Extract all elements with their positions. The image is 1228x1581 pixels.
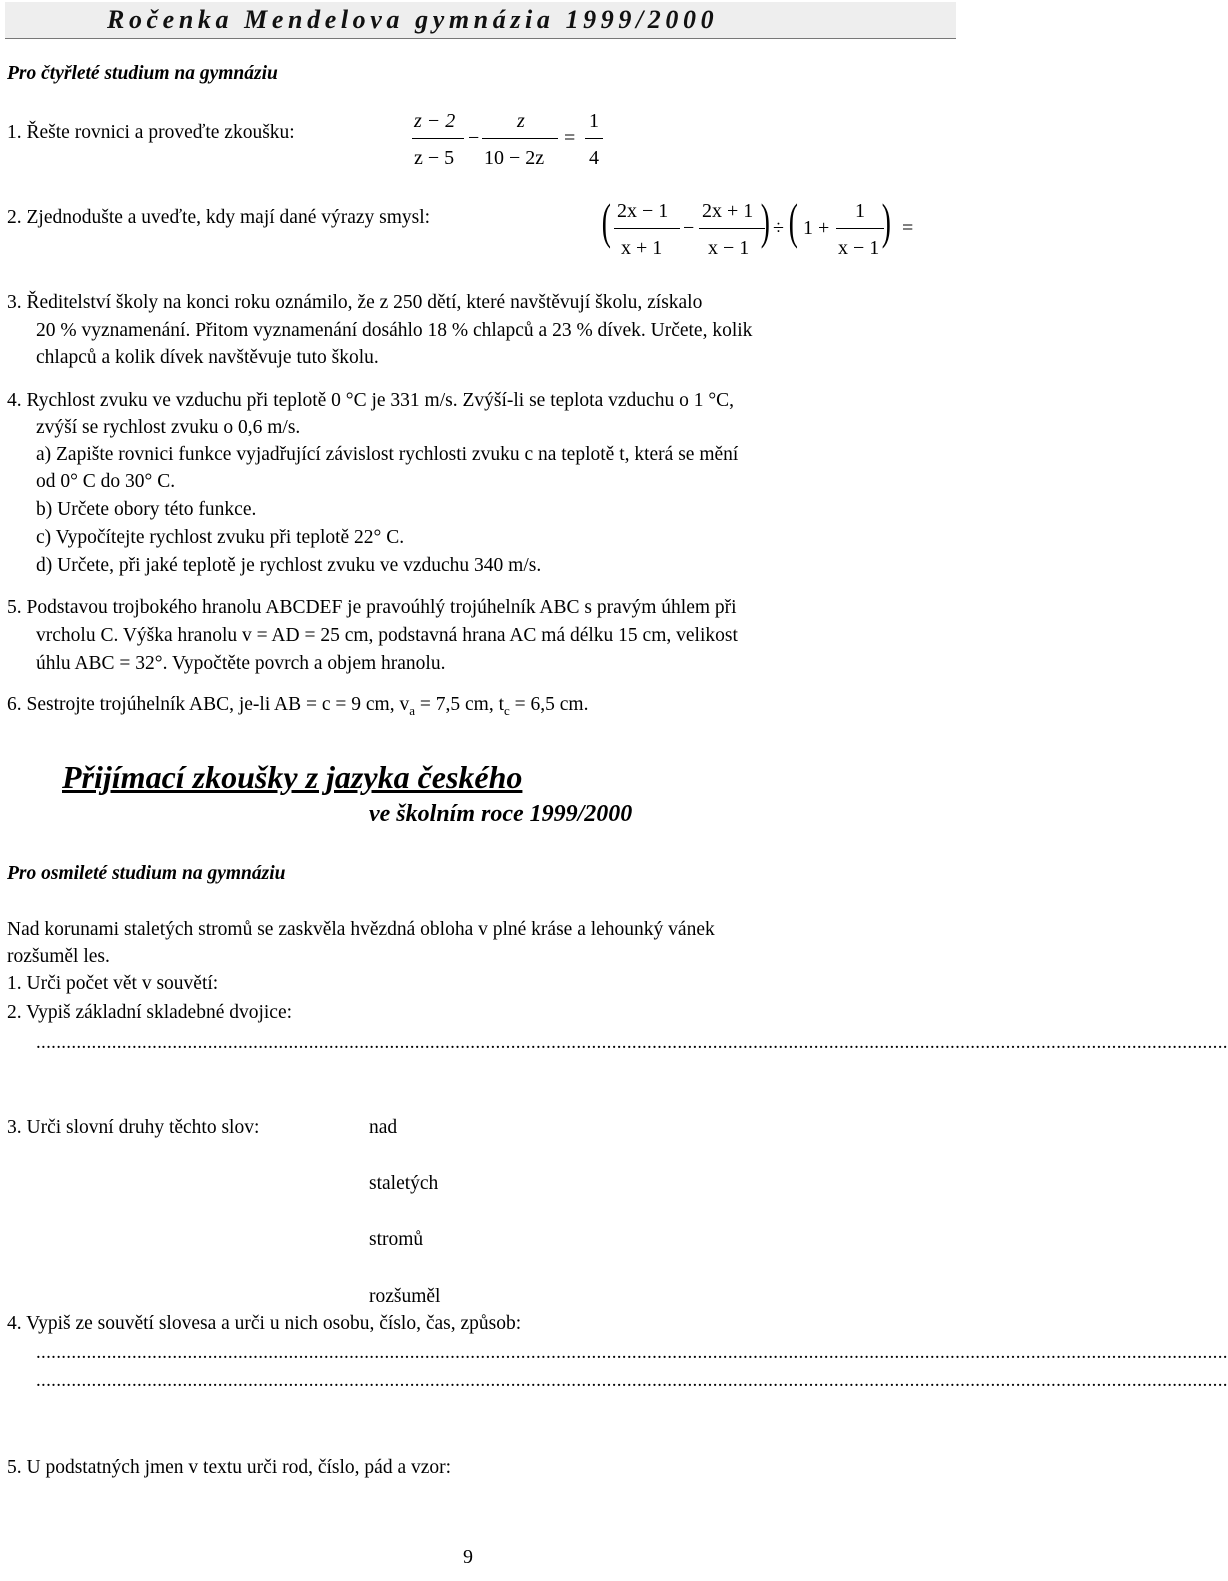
q2-paren-close-2: ) — [881, 193, 891, 249]
answer-dots-3: ............................................................................................................................................................................................................................................ — [36, 1370, 1228, 1391]
q2-one-plus: 1 + — [803, 217, 830, 239]
q2-divide: ÷ — [773, 217, 784, 239]
q2-d1: x + 1 — [621, 237, 663, 259]
q1-num2: z — [517, 110, 525, 132]
q2-equals: = — [902, 217, 914, 239]
q4-line-1: 4. Rychlost zvuku ve vzduchu při teplotě 0 °C je 331 m/s. Zvýší-li se teplota vzduchu o 1 °C, — [7, 390, 734, 411]
section-heading-8yr: Pro osmileté studium na gymnáziu — [7, 863, 286, 884]
task-1: 1. Urči počet vět v souvětí: — [7, 973, 219, 994]
q3-line-1: 3. Ředitelství školy na konci roku oznámilo, že z 250 dětí, které navštěvují školu, získalo — [7, 292, 703, 313]
word-4: rozšuměl — [369, 1286, 441, 1307]
q2-d3: x − 1 — [838, 237, 880, 259]
q6-sub-a: a — [409, 703, 415, 718]
q4-line-2: zvýší se rychlost zvuku o 0,6 m/s. — [36, 417, 301, 438]
task-2: 2. Vypiš základní skladebné dvojice: — [7, 1002, 293, 1023]
q4-line-3: a) Zapište rovnici funkce vyjadřující závislost rychlosti zvuku c na teplotě t, která se mění — [36, 444, 739, 465]
q4-line-5: b) Určete obory této funkce. — [36, 499, 257, 520]
q2-label: 2. Zjednodušte a uveďte, kdy mají dané výrazy smysl: — [7, 207, 431, 228]
q1-frac3-line — [585, 138, 603, 139]
q1-den1: z − 5 — [414, 147, 455, 169]
q2-n1: 2x − 1 — [617, 200, 669, 222]
q4-line-6: c) Vypočítejte rychlost zvuku při teplotě 22° C. — [36, 527, 405, 548]
q1-minus: − — [468, 127, 480, 149]
q2-minus: − — [683, 217, 695, 239]
q6-sub-c: c — [504, 703, 510, 718]
q5-line-2: vrcholu C. Výška hranolu v = AD = 25 cm, podstavná hrana AC má délku 15 cm, velikost — [36, 625, 738, 646]
answer-dots-1: ............................................................................................................................................................................................................................................ — [36, 1032, 1228, 1053]
header-title: Ročenka Mendelova gymnázia 1999/2000 — [107, 5, 719, 34]
q2-frac3-line — [836, 228, 884, 229]
q6-part-a: 6. Sestrojte trojúhelník ABC, je-li AB = c = 9 cm, v — [7, 694, 410, 715]
word-2: staletých — [369, 1173, 439, 1194]
page-number: 9 — [463, 1546, 473, 1568]
text-line-1: Nad korunami staletých stromů se zaskvěla hvězdná obloha v plné kráse a lehounký vánek — [7, 919, 715, 940]
q6-part-c: = 6,5 cm. — [509, 694, 589, 715]
q1-frac1-line — [412, 138, 464, 139]
q5-line-1: 5. Podstavou trojbokého hranolu ABCDEF je pravoúhlý trojúhelník ABC s pravým úhlem při — [7, 597, 737, 618]
q2-paren-close-1: ) — [760, 193, 770, 249]
q2-paren-open-1: ( — [601, 193, 611, 249]
answer-dots-2: ............................................................................................................................................................................................................................................ — [36, 1342, 1228, 1363]
q1-label: 1. Řešte rovnici a proveďte zkoušku: — [7, 122, 295, 143]
q3-line-2: 20 % vyznamenání. Přitom vyznamenání dosáhlo 18 % chlapců a 23 % dívek. Určete, kolik — [36, 320, 753, 341]
q1-den3: 4 — [589, 147, 599, 169]
task-4: 4. Vypiš ze souvětí slovesa a urči u nich osobu, číslo, čas, způsob: — [7, 1313, 522, 1334]
word-3: stromů — [369, 1229, 424, 1250]
q2-n3: 1 — [855, 200, 865, 222]
section2-subtitle: ve školním roce 1999/2000 — [369, 801, 633, 827]
q3-line-3: chlapců a kolik dívek navštěvuje tuto školu. — [36, 347, 379, 368]
section-heading-4yr: Pro čtyřleté studium na gymnáziu — [7, 63, 278, 84]
task-5: 5. U podstatných jmen v textu urči rod, číslo, pád a vzor: — [7, 1457, 452, 1478]
q2-n2: 2x + 1 — [702, 200, 754, 222]
q2-frac1-line — [614, 228, 680, 229]
task-3: 3. Urči slovní druhy těchto slov: — [7, 1117, 260, 1138]
q2-paren-open-2: ( — [788, 193, 798, 249]
q2-frac2-line — [699, 228, 765, 229]
q1-equals: = — [564, 127, 576, 149]
section2-title: Přijímací zkoušky z jazyka českého — [62, 759, 523, 795]
q5-line-3: úhlu ABC = 32°. Vypočtěte povrch a objem hranolu. — [36, 653, 446, 674]
page-header — [5, 2, 956, 39]
q2-d2: x − 1 — [708, 237, 750, 259]
q1-num3: 1 — [589, 110, 599, 132]
q4-line-4: od 0° C do 30° C. — [36, 471, 176, 492]
q1-den2: 10 − 2z — [484, 147, 545, 169]
q1-frac2-line — [482, 138, 558, 139]
q1-num1: z − 2 — [414, 110, 456, 132]
text-line-2: rozšuměl les. — [7, 946, 110, 967]
q6-part-b: = 7,5 cm, t — [415, 694, 504, 715]
q6-line — [7, 693, 588, 718]
word-1: nad — [369, 1117, 398, 1138]
q4-line-7: d) Určete, při jaké teplotě je rychlost zvuku ve vzduchu 340 m/s. — [36, 555, 542, 576]
